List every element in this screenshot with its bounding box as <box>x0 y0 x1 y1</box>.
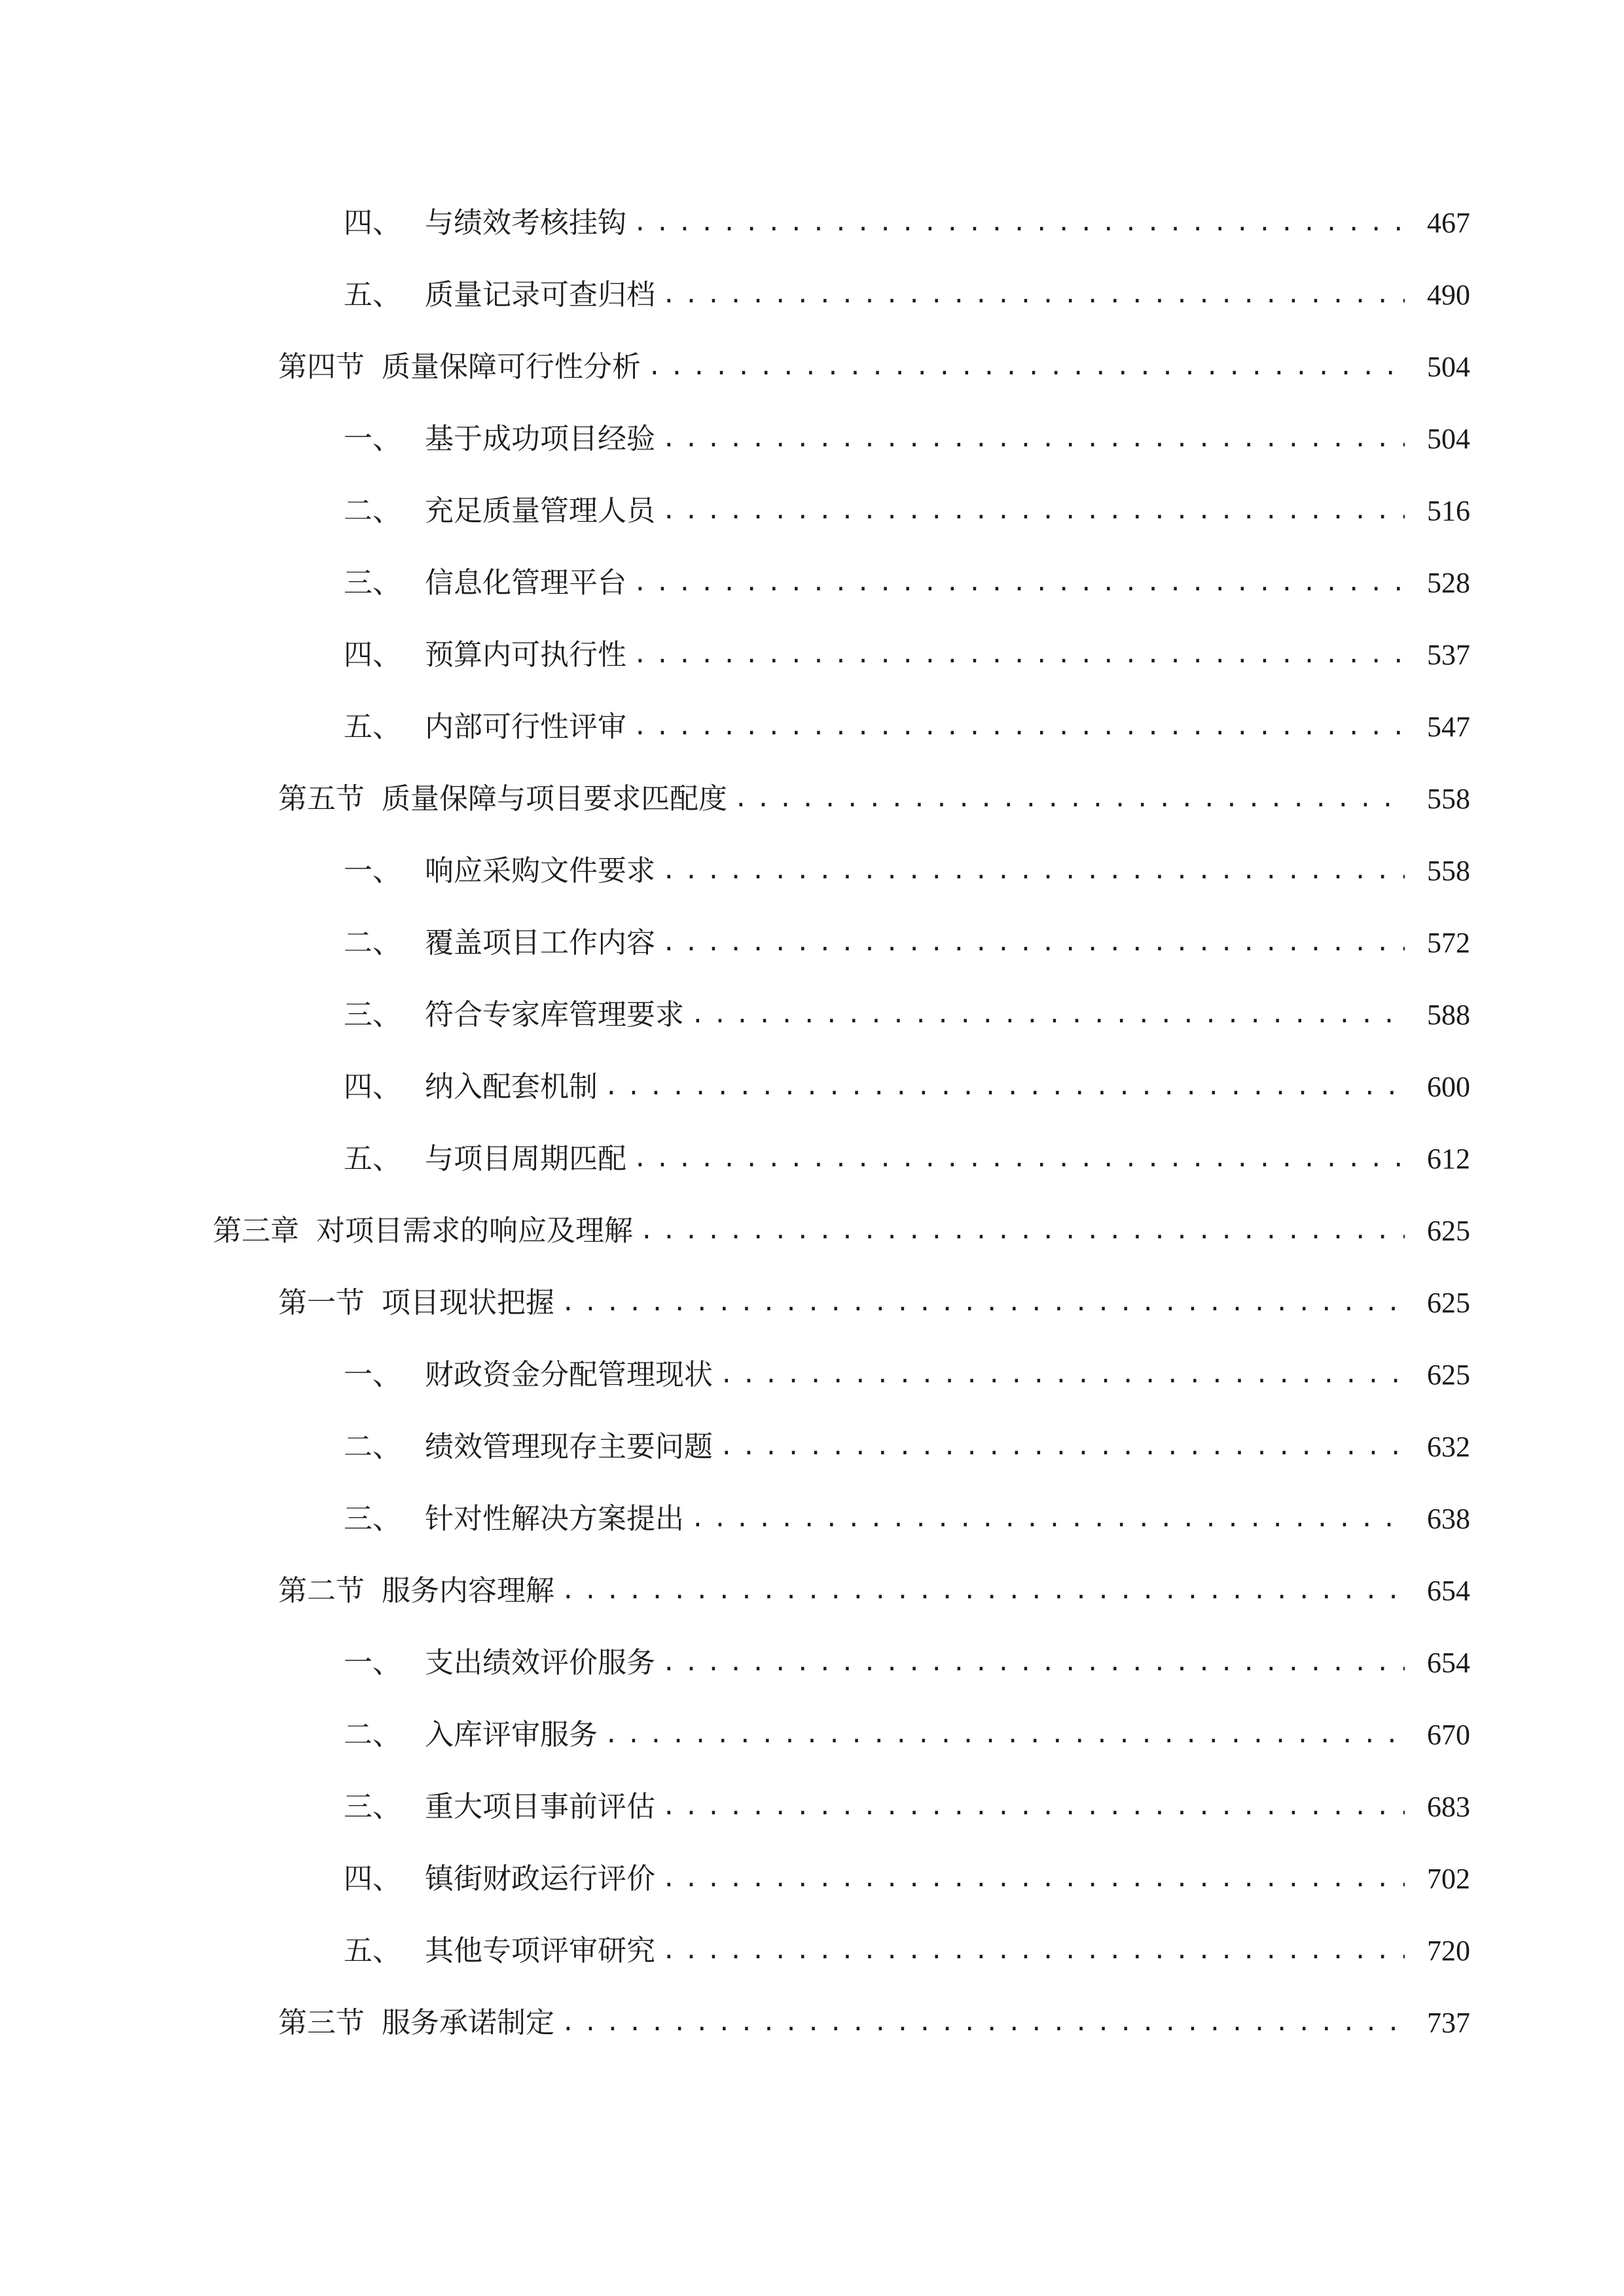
toc-entry-label <box>344 1142 626 1175</box>
toc-entry-label <box>344 206 626 240</box>
toc-entry-label <box>344 1070 598 1103</box>
toc-entry-label <box>344 278 655 312</box>
toc-entry[interactable] <box>0 1051 1624 1123</box>
toc-entry-label <box>344 1790 655 1823</box>
toc-entry[interactable] <box>0 475 1624 547</box>
toc-page-number: 654 <box>1427 1575 1470 1607</box>
toc-dot-leader <box>734 785 1405 814</box>
toc-entry-marker: 第一节 <box>278 1286 365 1319</box>
toc-dot-leader <box>662 425 1405 454</box>
toc-dot-leader <box>662 1793 1405 1821</box>
toc-page-number: 737 <box>1427 2007 1470 2039</box>
toc-entry-marker: 一、 <box>344 1646 401 1679</box>
toc-entry-marker: 第五节 <box>278 782 365 816</box>
toc-entry[interactable] <box>0 1771 1624 1843</box>
toc-entry-title: 绩效管理现存主要问题 <box>425 1430 713 1463</box>
toc-entry-marker: 二、 <box>344 1718 401 1751</box>
toc-entry[interactable] <box>0 331 1624 403</box>
toc-dot-leader <box>691 1001 1405 1030</box>
toc-entry-title: 针对性解决方案提出 <box>425 1502 684 1535</box>
toc-entry-title: 预算内可执行性 <box>425 638 626 672</box>
toc-dot-leader <box>662 1865 1405 1893</box>
toc-entry-label <box>344 1646 655 1679</box>
toc-entry-label <box>344 1358 713 1391</box>
toc-entry-title: 符合专家库管理要求 <box>425 998 684 1031</box>
toc-entry[interactable] <box>0 1843 1624 1915</box>
toc-entry[interactable] <box>0 259 1624 331</box>
toc-dot-leader <box>719 1433 1405 1462</box>
toc-entry-title: 质量保障可行性分析 <box>382 350 641 384</box>
toc-entry-title: 入库评审服务 <box>425 1718 598 1751</box>
toc-entry-marker: 三、 <box>344 998 401 1031</box>
toc-page-number: 702 <box>1427 1863 1470 1895</box>
toc-entry-title: 重大项目事前评估 <box>425 1790 655 1823</box>
toc-entry-marker: 第三章 <box>213 1214 299 1247</box>
toc-dot-leader <box>633 641 1405 670</box>
toc-page-number: 600 <box>1427 1071 1470 1103</box>
toc-entry-marker: 四、 <box>344 206 401 240</box>
toc-page-number: 612 <box>1427 1143 1470 1175</box>
toc-dot-leader <box>719 1361 1405 1390</box>
toc-entry-label <box>278 782 727 816</box>
toc-page-number: 490 <box>1427 279 1470 311</box>
toc-dot-leader <box>691 1505 1405 1534</box>
toc-page-number: 632 <box>1427 1431 1470 1463</box>
toc-page-number: 528 <box>1427 567 1470 599</box>
toc-page-number: 558 <box>1427 783 1470 815</box>
toc-dot-leader <box>662 497 1405 526</box>
toc-dot-leader <box>604 1073 1405 1102</box>
toc-dot-leader <box>561 1289 1405 1318</box>
toc-entry-marker: 第三节 <box>278 2006 365 2039</box>
toc-dot-leader <box>633 569 1405 598</box>
toc-entry-marker: 四、 <box>344 1070 401 1103</box>
toc-entry-title: 其他专项评审研究 <box>425 1934 655 1967</box>
toc-entry-marker: 二、 <box>344 494 401 528</box>
toc-entry-title: 财政资金分配管理现状 <box>425 1358 713 1391</box>
toc-entry[interactable] <box>0 1195 1624 1267</box>
toc-page-number: 625 <box>1427 1287 1470 1319</box>
toc-entry-title: 覆盖项目工作内容 <box>425 926 655 960</box>
toc-entry-title: 纳入配套机制 <box>425 1070 598 1103</box>
toc-entry[interactable] <box>0 1123 1624 1195</box>
toc-entry[interactable] <box>0 1987 1624 2059</box>
toc-page-number: 547 <box>1427 711 1470 743</box>
toc-dot-leader <box>604 1721 1405 1749</box>
toc-page-number: 638 <box>1427 1503 1470 1535</box>
toc-dot-leader <box>662 1649 1405 1677</box>
toc-entry-marker: 五、 <box>344 1142 401 1175</box>
toc-page-number: 654 <box>1427 1647 1470 1679</box>
toc-entry-title: 与项目周期匹配 <box>425 1142 626 1175</box>
toc-entry-label <box>278 350 641 384</box>
toc-entry[interactable] <box>0 187 1624 259</box>
toc-entry-title: 基于成功项目经验 <box>425 422 655 456</box>
toc-entry-marker: 二、 <box>344 926 401 960</box>
toc-entry-marker: 一、 <box>344 854 401 888</box>
toc-entry-title: 与绩效考核挂钩 <box>425 206 626 240</box>
toc-page-number: 537 <box>1427 639 1470 671</box>
toc-entry-label <box>344 1862 655 1895</box>
toc-entry-marker: 四、 <box>344 1862 401 1895</box>
toc-entry[interactable] <box>0 1411 1624 1483</box>
toc-page-number: 504 <box>1427 351 1470 383</box>
toc-entry-marker: 二、 <box>344 1430 401 1463</box>
toc-entry-title: 响应采购文件要求 <box>425 854 655 888</box>
toc-dot-leader <box>662 281 1405 310</box>
toc-entry-label <box>344 710 626 744</box>
toc-entry-label <box>278 1574 554 1607</box>
toc-entry-marker: 五、 <box>344 710 401 744</box>
toc-page-number: 558 <box>1427 855 1470 887</box>
toc-entry[interactable] <box>0 979 1624 1051</box>
toc-dot-leader <box>633 209 1405 238</box>
toc-entry[interactable] <box>0 1339 1624 1411</box>
toc-entry-marker: 三、 <box>344 1502 401 1535</box>
toc-entry-title: 服务承诺制定 <box>382 2006 554 2039</box>
toc-entry-label <box>344 566 626 600</box>
toc-dot-leader <box>662 1937 1405 1965</box>
toc-entry-marker: 四、 <box>344 638 401 672</box>
toc-dot-leader <box>662 929 1405 958</box>
toc-entry-label <box>344 638 626 672</box>
toc-entry-title: 服务内容理解 <box>382 1574 554 1607</box>
toc-entry-label <box>344 494 655 528</box>
toc-entry[interactable] <box>0 619 1624 691</box>
toc-entry-marker: 一、 <box>344 422 401 456</box>
toc-entry[interactable] <box>0 1699 1624 1771</box>
toc-entry-marker: 五、 <box>344 1934 401 1967</box>
toc-entry-title: 支出绩效评价服务 <box>425 1646 655 1679</box>
toc-entry-label <box>213 1214 633 1247</box>
toc-page-number: 720 <box>1427 1935 1470 1967</box>
toc-entry-label <box>344 998 684 1031</box>
toc-entry-label <box>344 926 655 960</box>
toc-entry-label <box>344 1718 598 1751</box>
toc-entry[interactable] <box>0 691 1624 763</box>
toc-entry-marker: 一、 <box>344 1358 401 1391</box>
toc-entry-title: 对项目需求的响应及理解 <box>316 1214 633 1247</box>
toc-entry-title: 质量记录可查归档 <box>425 278 655 312</box>
toc-page-number: 516 <box>1427 495 1470 527</box>
toc-entry-marker: 第四节 <box>278 350 365 384</box>
toc-entry-title: 内部可行性评审 <box>425 710 626 744</box>
toc-entry[interactable] <box>0 547 1624 619</box>
toc-page-number: 625 <box>1427 1359 1470 1391</box>
toc-entry-label <box>344 422 655 456</box>
toc-entry[interactable] <box>0 1483 1624 1555</box>
toc-entry-label <box>344 854 655 888</box>
toc-entry-marker: 五、 <box>344 278 401 312</box>
toc-entry[interactable] <box>0 763 1624 835</box>
toc-entry[interactable] <box>0 1267 1624 1339</box>
toc-entry-title: 充足质量管理人员 <box>425 494 655 528</box>
toc-page-number: 683 <box>1427 1791 1470 1823</box>
toc-entry-label <box>278 1286 554 1319</box>
toc-page-number: 625 <box>1427 1215 1470 1247</box>
toc-page-number: 467 <box>1427 207 1470 239</box>
toc-entry-title: 镇街财政运行评价 <box>425 1862 655 1895</box>
toc-entry-label <box>344 1502 684 1535</box>
toc-entry[interactable] <box>0 403 1624 475</box>
toc-entry-label <box>344 1430 713 1463</box>
toc-dot-leader <box>647 353 1405 382</box>
toc-entry[interactable] <box>0 907 1624 979</box>
toc-entry[interactable] <box>0 1627 1624 1699</box>
toc-dot-leader <box>633 713 1405 742</box>
toc-entry-label <box>278 2006 554 2039</box>
toc-dot-leader <box>662 857 1405 886</box>
toc-entry[interactable] <box>0 1915 1624 1987</box>
table-of-contents <box>0 187 1624 2059</box>
toc-entry-title: 信息化管理平台 <box>425 566 626 600</box>
toc-page-number: 572 <box>1427 927 1470 959</box>
toc-page-number: 588 <box>1427 999 1470 1031</box>
toc-entry-title: 质量保障与项目要求匹配度 <box>382 782 727 816</box>
toc-entry-marker: 三、 <box>344 1790 401 1823</box>
toc-dot-leader <box>561 2009 1405 2037</box>
toc-dot-leader <box>633 1145 1405 1174</box>
toc-page-number: 670 <box>1427 1719 1470 1751</box>
toc-entry[interactable] <box>0 1555 1624 1627</box>
toc-entry[interactable] <box>0 835 1624 907</box>
toc-page-number: 504 <box>1427 423 1470 455</box>
toc-entry-title: 项目现状把握 <box>382 1286 554 1319</box>
toc-dot-leader <box>561 1577 1405 1605</box>
toc-entry-marker: 三、 <box>344 566 401 600</box>
toc-entry-label <box>344 1934 655 1967</box>
toc-dot-leader <box>640 1217 1405 1246</box>
toc-entry-marker: 第二节 <box>278 1574 365 1607</box>
